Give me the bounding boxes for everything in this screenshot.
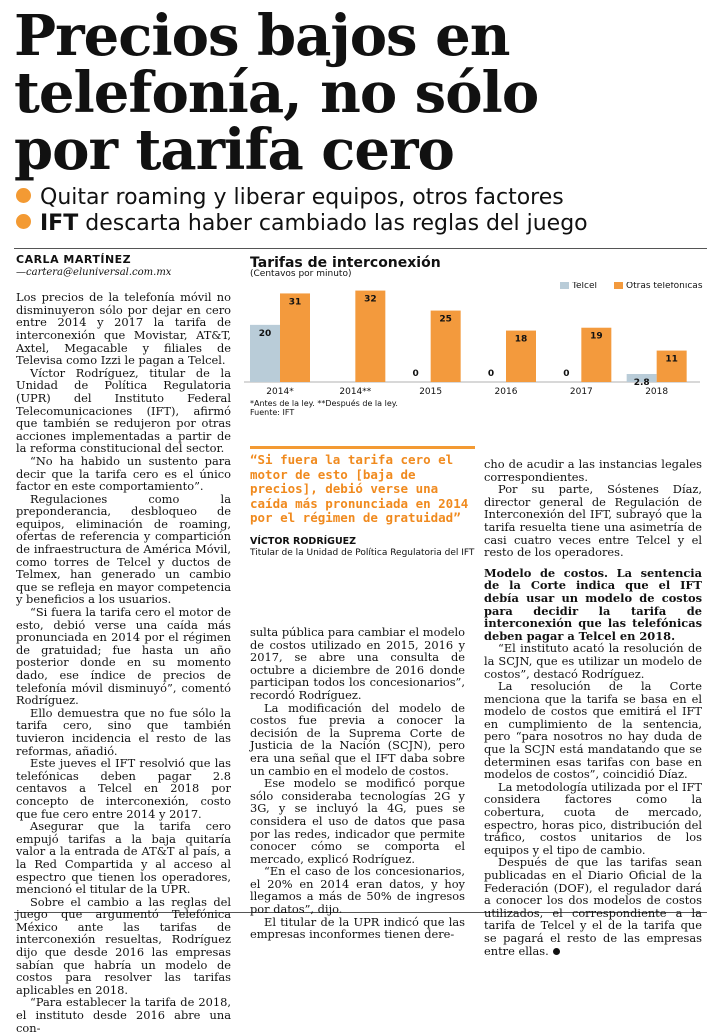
byline-name: CARLA MARTÍNEZ [16, 253, 132, 266]
chart-title: Tarifas de interconexión [250, 255, 441, 271]
headline [14, 3, 704, 183]
final-paragraph-text: Después de que las tarifas sean publicadas en el Diario Oficial de la Federación (DOF), el regulador dará a conocer los dos modelos de costos utilizados, el correspondiente a la tarifa de Telcel y el de la tarifa que se pagará el resto de las empresas entre ellas. [484, 855, 702, 958]
quote-author: VÍCTOR RODRÍGUEZ [250, 535, 357, 547]
paragraph: Los precios de la telefonía móvil no disminuyeron sólo por dejar en cero entre 2014 y 2017 la tarifa de interconexión que Movistar, AT&T, Axtel, Megacable y filiales de Televisa como Izzi le pagan a Telcel. [16, 290, 231, 368]
paragraph: Por su parte, Sóstenes Díaz, director general de Regulación de Interconexión del IFT, subrayó que la tarifa resuelta tiene una asimetría de casi cuatro veces entre Telcel y el resto de los operadores. [484, 482, 702, 560]
pull-quote [250, 446, 475, 559]
top-divider [14, 248, 707, 249]
chart-source: Fuente: IFT [250, 408, 295, 417]
x-tick-label: 2014** [339, 387, 372, 397]
x-tick-label: 2018 [645, 387, 669, 397]
data-label: 0 [487, 369, 495, 379]
data-label: 25 [439, 314, 452, 325]
data-label: 31 [288, 297, 302, 308]
data-label: 2.8 [633, 378, 650, 388]
paragraph: “El instituto acató la resolución de la SCJN, que es utilizar un modelo de costos”, destacó Rodríguez. [484, 641, 702, 681]
paragraph: Ello demuestra que no fue sólo la tarifa cero, sino que también tuvieron incidencia el resto de las reformas, añadió. [16, 705, 231, 758]
byline-email: —cartera@eluniversal.com.mx [16, 266, 172, 278]
chart-subtitle: (Centavos por minuto) [250, 269, 352, 279]
paragraph: Asegurar que la tarifa cero empujó tarifas a la baja quitaría valor a la entrada de AT&T al país, a la Red Compartida y al acceso al espectro que tienen los operadores, mencionó el titular de la UPR. [16, 819, 231, 897]
paragraph: “Para establecer la tarifa de 2018, el instituto desde 2016 abre una con- [16, 995, 231, 1035]
paragraph: Regulaciones como la preponderancia, desbloqueo de equipos, eliminación de roaming, ofertas de referencia y compartición de infraestructura de América Móvil, como torres de Telcel y ductos de Telmex, han generado un cambio que se refleja en mayor competencia y beneficios a los usuarios. [16, 491, 231, 607]
headline-line-3: por tarifa cero [14, 117, 454, 183]
interconnection-chart [244, 282, 706, 434]
data-label: 0 [563, 369, 570, 379]
x-tick-label: 2016 [494, 387, 518, 397]
deck-2-text: descarta haber cambiado las reglas del juego [85, 211, 588, 236]
headline-line-1: Precios bajos en [14, 3, 510, 69]
data-label: 18 [514, 334, 528, 345]
bullet-icon [16, 188, 31, 203]
data-label: 0 [412, 369, 419, 379]
bullet-icon [16, 214, 31, 229]
deck-2-bold: IFT [40, 211, 79, 236]
column-2 [250, 626, 465, 941]
paragraph: “No ha habido un sustento para decir que la tarifa cero es el único factor en este comportamiento”. [16, 453, 231, 494]
paragraph [484, 856, 702, 957]
section-subhead: Modelo de costos. La sentencia de la Corte indica que el IFT debía usar un modelo de costos para decidir la tarifa de interconexión que las telefónicas deben pagar a Telcel en 2018. [484, 565, 702, 643]
paragraph: Sobre el cambio a las reglas del juego que argumentó Telefónica México ante las tarifas de interconexión resueltas, Rodríguez dijo que desde 2016 las empresas sabían que habría un modelo de costos para resolver las tarifas aplicables en 2018. [16, 894, 231, 997]
column-1 [16, 254, 231, 1034]
legend-swatch [614, 282, 623, 289]
deck-1-text: Quitar roaming y liberar equipos, otros factores [40, 185, 564, 210]
data-label: 32 [364, 294, 377, 305]
paragraph: sulta pública para cambiar el modelo de costos utilizado en 2015, 2016 y 2017, se abre una consulta de octubre a diciembre de 2016 donde participan todos los concesionarios”, recordó Rodríguez. [250, 625, 465, 702]
paragraph: “Si fuera la tarifa cero el motor de esto, debió verse una caída más pronunciada en 2014 por el régimen de gratuidad; fue hasta un año posterior donde en su momento dado, ese índice de precios de telefonía móvil disminuyó”, comentó Rodríguez. [16, 605, 231, 708]
paragraph: “En el caso de los concesionarios, el 20% en 2014 eran datos, y hoy llegamos a más de 50% de ingresos por datos”, dijo. [250, 864, 465, 917]
column-3 [484, 458, 702, 957]
deck-1 [16, 185, 706, 211]
legend-swatch [560, 282, 569, 289]
paragraph: La modificación del modelo de costos fue previa a conocer la decisión de la Suprema Corte de Justicia de la Nación (SCJN), pero era una señal que el IFT daba sobre un cambio en el modelo de costos. [250, 700, 465, 778]
data-label: 11 [665, 354, 678, 365]
data-label: 19 [590, 331, 603, 342]
data-label: 20 [258, 328, 272, 339]
x-tick-label: 2015 [419, 387, 443, 397]
end-mark-icon [553, 948, 560, 955]
paragraph: La resolución de la Corte menciona que la tarifa se basa en el modelo de costos que emitirá el IFT en cumplimiento de la sentencia, pero “para nosotros no hay duda de que la SCJN está mandatando que se determinen esas tarifas con base en modelos de costos”, coincidió Díaz. [484, 679, 702, 782]
quote-role: Titular de la Unidad de Política Regulatoria del IFT [250, 547, 475, 558]
legend-label: Otras telefónicas [626, 282, 703, 291]
subheadline-decks [16, 185, 706, 237]
deck-2 [16, 211, 706, 237]
x-tick-label: 2014* [266, 387, 294, 397]
legend-label: Telcel [572, 282, 597, 291]
paragraph: Este jueves el IFT resolvió que las telefónicas deben pagar 2.8 centavos a Telcel en 2018 por concepto de interconexión, costo que fue cero entre 2014 y 2017. [16, 756, 231, 821]
paragraph: Víctor Rodríguez, titular de la Unidad de Política Regulatoria (UPR) del Instituto Federal Telecomunicaciones (IFT), afirmó que también se redujeron por otras acciones implementadas a partir de la reforma constitucional del sector. [16, 365, 231, 456]
paragraph: El titular de la UPR indicó que las empresas inconformes tienen dere- [250, 914, 465, 942]
paragraph: cho de acudir a las instancias legales correspondientes. [484, 457, 702, 484]
paragraph: Ese modelo se modificó porque sólo consideraba tecnologías 2G y 3G, y se incluyó la 4G, pues se considera el uso de datos que pasa por las redes, indicador que permite conocer cómo se comporta el mercado, explicó Rodríguez. [250, 776, 465, 866]
paragraph: La metodología utilizada por el IFT considera factores como la cobertura, cuota de mercado, espectro, horas pico, distribución del tráfico, costos unitarios de los equipos y el tipo de cambio. [484, 779, 702, 857]
quote-text: “Si fuera la tarifa cero el motor de esto [baja de precios], debió verse una caída más pronunciada en 2014 por el régimen de gratuidad” [250, 452, 469, 525]
chart-note: *Antes de la ley. **Después de la ley. [250, 399, 398, 408]
headline-line-2: telefonía, no sólo [14, 60, 539, 126]
x-tick-label: 2017 [569, 387, 593, 397]
